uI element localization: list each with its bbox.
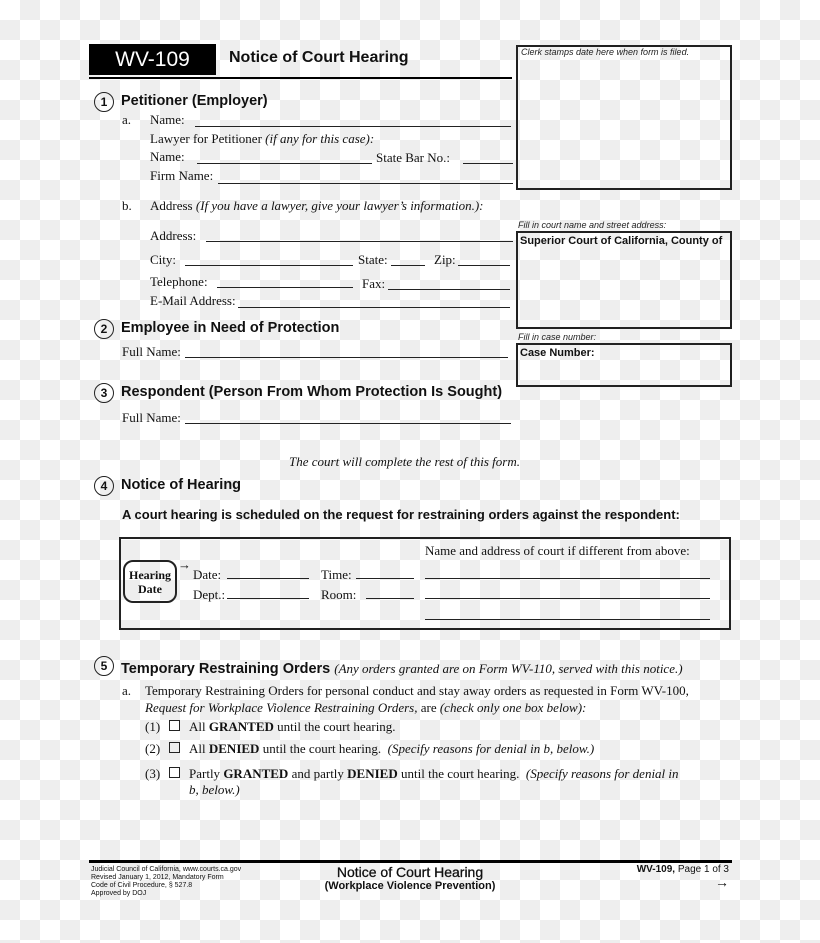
footer-legal-info bbox=[91, 866, 241, 898]
option-3-checkbox[interactable] bbox=[169, 767, 180, 778]
next-page-arrow-icon[interactable]: → bbox=[715, 874, 729, 890]
form-wv100-title: Request for Workplace Violence Restraining Orders, bbox=[145, 700, 418, 715]
hearing-dept-field[interactable] bbox=[227, 586, 309, 599]
address-field[interactable] bbox=[206, 229, 513, 242]
hearing-room-label: Room: bbox=[321, 587, 357, 602]
footer-line-4: Approved by DOJ bbox=[91, 890, 147, 897]
case-number-label: Case Number: bbox=[520, 347, 595, 359]
section-2-number: 2 bbox=[94, 319, 114, 339]
email-label: E-Mail Address: bbox=[150, 293, 236, 308]
option-1-text bbox=[189, 719, 396, 735]
hearing-statement: A court hearing is scheduled on the request for restraining orders against the respondent: bbox=[122, 507, 680, 522]
section-4-title: Notice of Hearing bbox=[121, 477, 242, 493]
clerk-stamp-caption: Clerk stamps date here when form is filed. bbox=[521, 47, 690, 57]
option-2-pre: All bbox=[189, 741, 209, 756]
petitioner-name-label: Name: bbox=[150, 112, 185, 127]
section-5-number: 5 bbox=[94, 656, 114, 676]
address-label: Address: bbox=[150, 228, 197, 243]
option-2-number: (2) bbox=[145, 741, 161, 756]
section-1-title: Petitioner (Employer) bbox=[121, 93, 268, 109]
form-id-badge: WV-109 bbox=[89, 44, 216, 75]
state-field[interactable] bbox=[391, 253, 425, 266]
section-1-number: 1 bbox=[94, 92, 114, 112]
footer-divider bbox=[89, 860, 732, 863]
firm-name-field[interactable] bbox=[218, 171, 513, 184]
footer-subtitle: (Workplace Violence Prevention) bbox=[324, 880, 496, 892]
telephone-label: Telephone: bbox=[150, 274, 208, 289]
hearing-date-field[interactable] bbox=[227, 566, 309, 579]
option-3-number: (3) bbox=[145, 766, 161, 781]
option-1-bold: GRANTED bbox=[208, 719, 274, 734]
footer-title-block bbox=[300, 864, 520, 892]
other-court-line-2[interactable] bbox=[425, 586, 710, 599]
option-2-note: (Specify reasons for denial in b, below.) bbox=[387, 741, 595, 756]
lawyer-name-field[interactable] bbox=[197, 151, 372, 164]
item-5a-marker: a. bbox=[122, 683, 132, 698]
court-name-caption: Fill in court name and street address: bbox=[518, 220, 667, 230]
address-heading bbox=[150, 198, 484, 214]
option-2-bold: DENIED bbox=[208, 741, 260, 756]
option-3-bold-denied: DENIED bbox=[347, 766, 398, 781]
item-5a-check-note: (check only one box below): bbox=[439, 700, 587, 715]
zip-field[interactable] bbox=[458, 253, 510, 266]
section-2-title: Employee in Need of Protection bbox=[121, 320, 340, 336]
footer-page-number: Page 1 of 3 bbox=[677, 864, 729, 875]
hearing-room-field[interactable] bbox=[366, 586, 414, 599]
option-3-mid: and partly bbox=[288, 766, 348, 781]
employee-full-name-label: Full Name: bbox=[122, 344, 181, 359]
footer-line-1: Judicial Council of California, www.courts.ca.gov bbox=[91, 866, 242, 873]
item-5a-text-line2 bbox=[145, 700, 586, 716]
other-court-label: Name and address of court if different from above: bbox=[425, 543, 690, 558]
email-field[interactable] bbox=[238, 295, 510, 308]
option-1-checkbox[interactable] bbox=[169, 720, 180, 731]
section-5-title-note: (Any orders granted are on Form WV-110, served with this notice.) bbox=[334, 661, 683, 676]
arrow-icon: → bbox=[178, 557, 191, 572]
respondent-full-name-field[interactable] bbox=[185, 411, 511, 424]
lawyer-label-text: Lawyer for Petitioner bbox=[150, 131, 262, 146]
option-2-mid: until the court hearing. bbox=[259, 741, 382, 756]
option-3-note: (Specify reasons for denial in bbox=[525, 766, 679, 781]
section-4-number: 4 bbox=[94, 476, 114, 496]
section-3-number: 3 bbox=[94, 383, 114, 403]
lawyer-label bbox=[150, 131, 374, 147]
option-3-bold-granted: GRANTED bbox=[223, 766, 289, 781]
item-a-marker: a. bbox=[122, 112, 132, 127]
section-3-title: Respondent (Person From Whom Protection Is Sought) bbox=[121, 384, 503, 400]
zip-label: Zip: bbox=[434, 252, 456, 267]
state-bar-field[interactable] bbox=[463, 151, 513, 164]
hearing-date-label: Date: bbox=[193, 567, 222, 582]
item-5a-are: are bbox=[417, 700, 440, 715]
fax-field[interactable] bbox=[388, 277, 510, 290]
hearing-time-label: Time: bbox=[321, 567, 352, 582]
option-1-number: (1) bbox=[145, 719, 161, 734]
footer-page-info bbox=[637, 864, 729, 890]
option-3-post: until the court hearing. bbox=[397, 766, 520, 781]
section-5-title: Temporary Restraining Orders bbox=[121, 661, 331, 677]
footer-title: Notice of Court Hearing bbox=[336, 864, 484, 880]
hearing-dept-label: Dept.: bbox=[193, 587, 226, 602]
item-b-marker: b. bbox=[122, 198, 132, 213]
petitioner-name-field[interactable] bbox=[195, 114, 511, 127]
address-heading-text: Address bbox=[150, 198, 193, 213]
section-5-heading bbox=[121, 660, 683, 678]
state-label: State: bbox=[358, 252, 388, 267]
city-field[interactable] bbox=[185, 253, 353, 266]
other-court-line-1[interactable] bbox=[425, 566, 710, 579]
option-2-text bbox=[189, 741, 594, 757]
option-1-pre: All bbox=[189, 719, 209, 734]
state-bar-label: State Bar No.: bbox=[376, 150, 451, 165]
lawyer-name-label: Name: bbox=[150, 149, 185, 164]
hearing-badge-line2: Date bbox=[138, 582, 162, 596]
case-number-caption: Fill in case number: bbox=[518, 332, 597, 342]
option-3-pre: Partly bbox=[189, 766, 224, 781]
court-completion-note: The court will complete the rest of this form. bbox=[289, 454, 520, 469]
footer-form-id: WV-109, bbox=[636, 864, 676, 875]
item-5a-text-line1: Temporary Restraining Orders for personal conduct and stay away orders as requested in Form WV-100, bbox=[145, 683, 689, 698]
clerk-stamp-box bbox=[516, 45, 732, 190]
option-3-note-line2: b, below.) bbox=[189, 782, 240, 797]
court-name-label: Superior Court of California, County of bbox=[520, 235, 723, 247]
other-court-line-3[interactable] bbox=[425, 607, 710, 620]
fax-label: Fax: bbox=[362, 276, 386, 291]
respondent-full-name-label: Full Name: bbox=[122, 410, 181, 425]
footer-line-3: Code of Civil Procedure, § 527.8 bbox=[91, 882, 193, 889]
hearing-time-field[interactable] bbox=[356, 566, 414, 579]
hearing-badge-line1: Hearing bbox=[129, 568, 171, 582]
employee-full-name-field[interactable] bbox=[185, 345, 508, 358]
footer-line-2: Revised January 1, 2012, Mandatory Form bbox=[91, 874, 224, 881]
telephone-field[interactable] bbox=[217, 275, 353, 288]
lawyer-note: (if any for this case): bbox=[265, 131, 375, 146]
option-1-mid: until the court hearing. bbox=[273, 719, 396, 734]
form-title: Notice of Court Hearing bbox=[229, 49, 409, 66]
address-note: (If you have a lawyer, give your lawyer’s information.): bbox=[195, 198, 484, 213]
city-label: City: bbox=[150, 252, 177, 267]
firm-name-label: Firm Name: bbox=[150, 168, 214, 183]
hearing-date-badge bbox=[123, 560, 177, 603]
option-2-checkbox[interactable] bbox=[169, 742, 180, 753]
option-3-text bbox=[189, 766, 679, 782]
title-divider bbox=[89, 77, 512, 79]
